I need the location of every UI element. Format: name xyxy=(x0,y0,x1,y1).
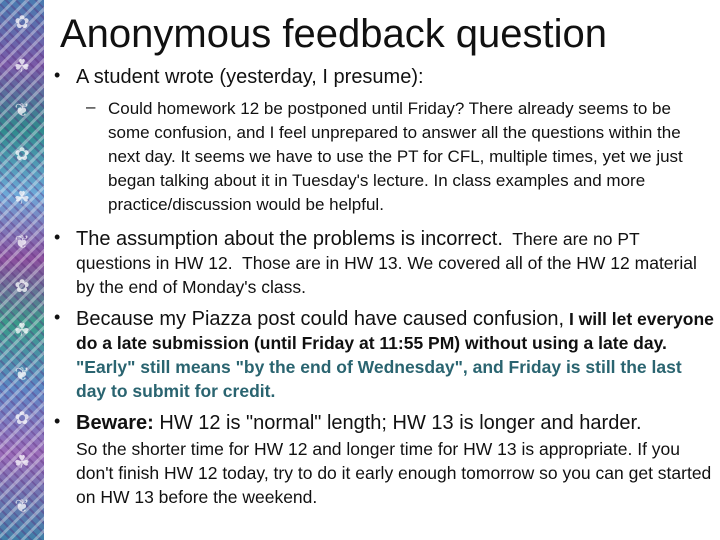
bullet-assumption xyxy=(44,227,716,299)
slide-body xyxy=(44,65,716,509)
deadline-note-text: "Early" still means "by the end of Wednesday", and Friday is still the last day to submit for credit. xyxy=(76,333,687,401)
ornament-icon: ❦ xyxy=(14,364,30,385)
late-submission-text: I will let everyone do a late submission (until Friday at 11:55 PM) without using a late day. xyxy=(76,309,714,353)
ornament-icon: ❦ xyxy=(14,232,30,253)
bullet-lead-text: HW 12 is "normal" length; HW 13 is longer and harder. xyxy=(153,412,642,434)
ornament-icon: ☘ xyxy=(13,188,31,209)
ornament-icon: ❦ xyxy=(14,100,30,121)
bullet-text: A student wrote (yesterday, I presume): xyxy=(76,66,424,88)
ornament-icon: ☘ xyxy=(13,320,31,341)
bullet-dot: • xyxy=(54,227,61,247)
bullet-student-wrote xyxy=(44,65,716,89)
bullet-dot: • xyxy=(54,307,61,327)
ornament-icon: ☘ xyxy=(13,56,31,77)
ornament-icon: ✿ xyxy=(14,144,30,165)
bullet-rest-text: So the shorter time for HW 12 and longer time for HW 13 is appropriate. If you don't finish HW 12 today, try to do it early enough tomorrow so you can get started on HW 13 before the weekend. xyxy=(76,439,712,507)
sub-bullet-dash: – xyxy=(86,97,96,116)
ornament-icon: ✿ xyxy=(14,408,30,429)
bullet-beware xyxy=(44,411,716,509)
ornament-icon: ✿ xyxy=(14,276,30,297)
beware-label: Beware: xyxy=(76,412,154,434)
sub-bullet-quote xyxy=(44,97,716,217)
bullet-lead-text: Because my Piazza post could have caused confusion, xyxy=(76,308,565,330)
ornament-icon: ✿ xyxy=(14,12,30,33)
bullet-dot: • xyxy=(54,411,61,431)
bullet-rest-text: There are no PT questions in HW 12. Those are in HW 13. We covered all of the HW 12 material by the end of Monday's class. xyxy=(76,229,702,297)
ornament-icon: ❦ xyxy=(14,496,30,517)
ornament-icon: ☘ xyxy=(13,452,31,473)
slide-title: Anonymous feedback question xyxy=(60,12,608,56)
student-quote: Could homework 12 be postponed until Friday? There already seems to be some confusion, and I feel unprepared to answer all the questions within the next day. It seems we have to use the PT for CFL, multiple times, yet we just began talking about it in Tuesday's lecture. In class examples and more practice/discussion would be helpful. xyxy=(108,99,683,214)
bullet-dot: • xyxy=(54,65,61,85)
bullet-piazza xyxy=(44,307,716,403)
decorative-side-strip xyxy=(0,0,44,540)
bullet-lead-text: The assumption about the problems is incorrect. xyxy=(76,228,503,250)
